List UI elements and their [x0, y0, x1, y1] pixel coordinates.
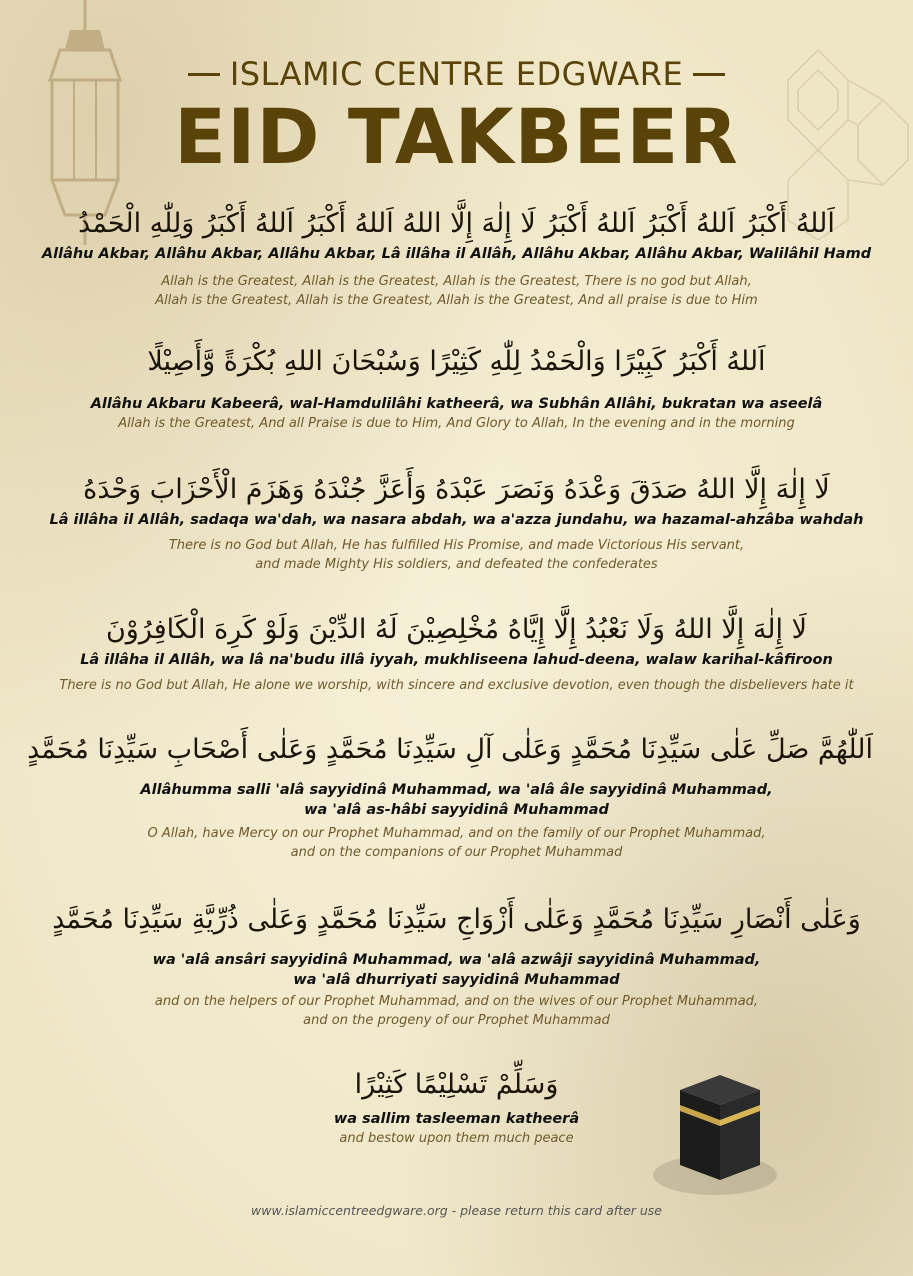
translation-line: Allah is the Greatest, Allah is the Greatest, Allah is the Greatest, There is no god but Allah,: [161, 274, 752, 289]
transliteration: Lâ illâha il Allâh, wa lâ na'budu illâ iyyah, mukhliseena lahud-deena, walaw karihal-kâfiroon: [80, 652, 833, 668]
dash-left: [188, 73, 220, 76]
takbeer-section-4: [40, 610, 873, 695]
translation-line: and bestow upon them much peace: [339, 1131, 574, 1146]
organization-name: ISLAMIC CENTRE EDGWARE: [229, 55, 684, 93]
arabic-text: اَللهُ أَكْبَرُ اَللهُ أَكْبَرُ اَللهُ أَكْبَرُ لَا إِلٰهَ إِلَّا اللهُ اَللهُ أَكْبَرُ اَللهُ أَكْبَرُ وَلِلّٰهِ الْحَمْدُ: [78, 208, 835, 239]
arabic-text: اَللهُ أَكْبَرُ كَبِيْرًا وَالْحَمْدُ لِلّٰهِ كَثِيْرًا وَسُبْحَانَ اللهِ بُكْرَةً وَّأَصِيْلًا: [147, 346, 766, 377]
transliteration: Allâhu Akbaru Kabeerâ, wal-Hamdulilâhi katheerâ, wa Subhân Allâhi, bukratan wa aseelâ: [90, 396, 823, 412]
transliteration-line: wa 'alâ ansâri sayyidinâ Muhammad, wa 'alâ azwâji sayyidinâ Muhammad,: [152, 952, 761, 968]
takbeer-section-7: [40, 1065, 873, 1148]
transliteration: Lâ illâha il Allâh, sadaqa wa'dah, wa nasara abdah, wa a'azza jundahu, wa hazamal-ahzâba wahdah: [49, 512, 864, 528]
transliteration: Allâhu Akbar, Allâhu Akbar, Allâhu Akbar, Lâ illâha il Allâh, Allâhu Akbar, Allâhu Akbar, Walilâhil Hamd: [41, 246, 872, 262]
arabic-text: اَللّٰهُمَّ صَلِّ عَلٰى سَيِّدِنَا مُحَمَّدٍ وَعَلٰى آلِ سَيِّدِنَا مُحَمَّدٍ وَعَلٰى أَصْحَابِ سَيِّدِنَا مُحَمَّدٍ: [27, 734, 873, 765]
arabic-text: وَسَلِّمْ تَسْلِيْمًا كَثِيْرًا: [354, 1069, 559, 1100]
translation-line: and on the progeny of our Prophet Muhammad: [303, 1013, 610, 1028]
takbeer-section-5: [27, 730, 873, 862]
arabic-text: وَعَلٰى أَنْصَارِ سَيِّدِنَا مُحَمَّدٍ وَعَلٰى أَزْوَاجِ سَيِّدِنَا مُحَمَّدٍ وَعَلٰى ذُرِّيَّةِ سَيِّدِنَا مُحَمَّدٍ: [52, 904, 861, 935]
translation-line: There is no God but Allah, He alone we worship, with sincere and exclusive devotion, even though the disbelievers hate it: [59, 678, 854, 693]
transliteration: wa sallim tasleeman katheerâ: [333, 1111, 580, 1127]
arabic-text: لَا إِلٰهَ إِلَّا اللهُ صَدَقَ وَعْدَهُ وَنَصَرَ عَبْدَهُ وَأَعَزَّ جُنْدَهُ وَهَزَمَ الْأَحْزَابَ وَحْدَهُ: [83, 474, 830, 505]
translation-line: and on the companions of our Prophet Muhammad: [290, 845, 623, 860]
takbeer-section-2: [40, 342, 873, 433]
translation-line: There is no God but Allah, He has fulfilled His Promise, and made Victorious His servant,: [168, 538, 745, 553]
takbeer-section-3: [40, 470, 873, 574]
takbeer-section-1: [40, 204, 873, 310]
page-title: EID TAKBEER: [174, 92, 739, 181]
dash-right: [693, 73, 725, 76]
takbeer-section-6: [40, 900, 873, 1030]
translation-line: Allah is the Greatest, And all Praise is due to Him, And Glory to Allah, In the evening and in the morning: [118, 416, 795, 431]
translation-line: Allah is the Greatest, Allah is the Greatest, Allah is the Greatest, And all praise is due to Him: [155, 293, 758, 308]
transliteration-line: Allâhumma salli 'alâ sayyidinâ Muhammad, wa 'alâ âle sayyidinâ Muhammad,: [140, 782, 773, 798]
translation-line: and on the helpers of our Prophet Muhammad, and on the wives of our Prophet Muhammad,: [154, 994, 759, 1009]
translation-line: O Allah, have Mercy on our Prophet Muhammad, and on the family of our Prophet Muhammad,: [147, 826, 766, 841]
organization-heading: [188, 55, 725, 93]
transliteration-line: wa 'alâ as-hâbi sayyidinâ Muhammad: [304, 802, 609, 818]
footer-text: www.islamiccentreedgware.org - please return this card after use: [251, 1203, 662, 1218]
header: [0, 55, 913, 179]
translation-line: and made Mighty His soldiers, and defeated the confederates: [255, 557, 658, 572]
transliteration-line: wa 'alâ dhurriyati sayyidinâ Muhammad: [293, 972, 620, 988]
arabic-text: لَا إِلٰهَ إِلَّا اللهُ وَلَا نَعْبُدُ إِلَّا إِيَّاهُ مُخْلِصِيْنَ لَهُ الدِّيْنَ وَلَوْ كَرِهَ الْكَافِرُوْنَ: [105, 614, 808, 645]
